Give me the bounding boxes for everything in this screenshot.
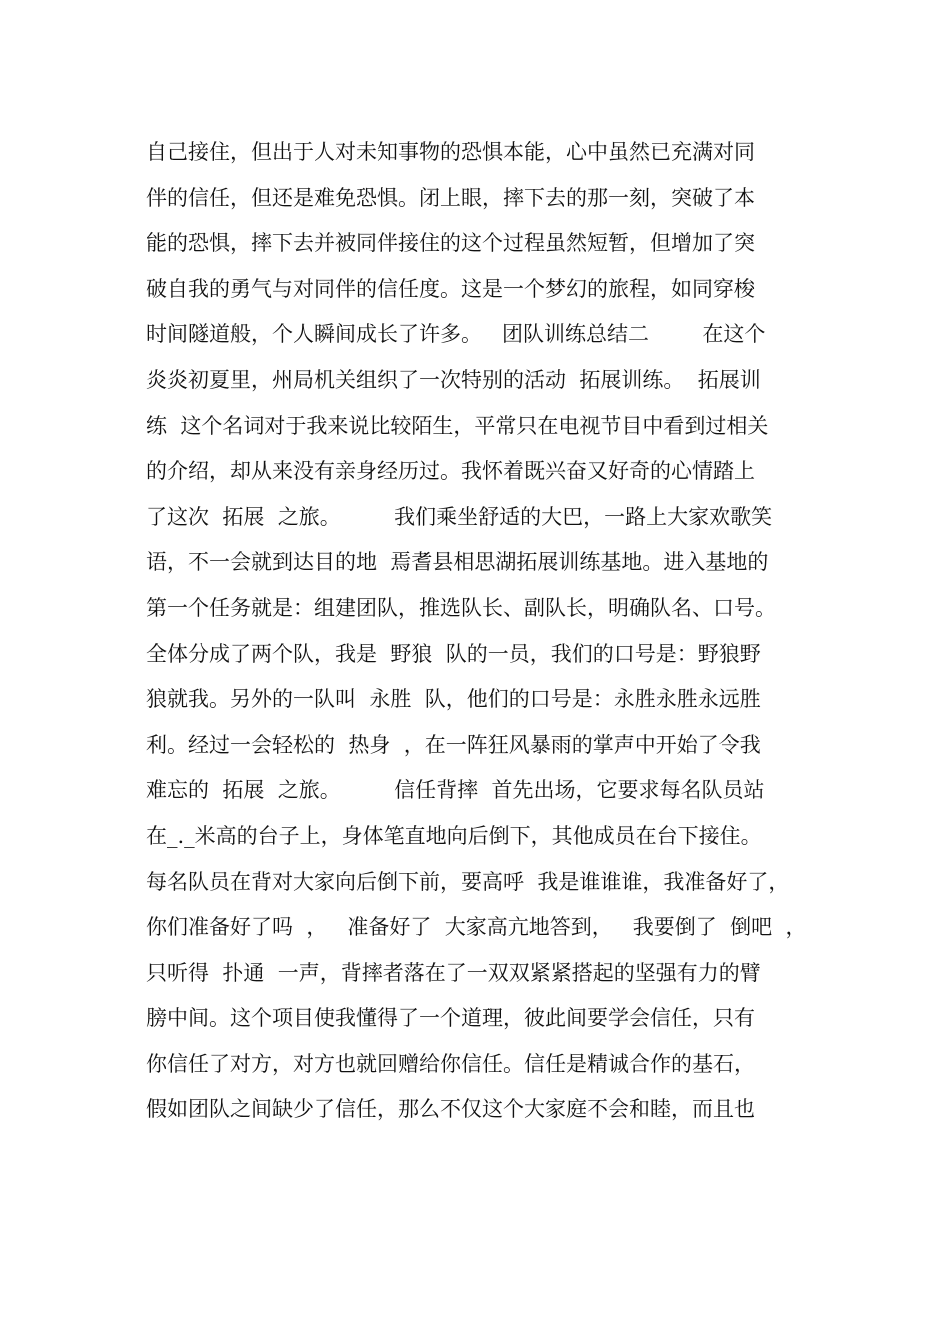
text-line: 第一个任务就是：组建团队，推选队长、副队长，明确队名、口号。 [146,595,776,620]
text-line: 狼就我。另外的一队叫 永胜 队，他们的口号是：永胜永胜永远胜 [146,687,761,712]
text-line: 在_._米高的台子上，身体笔直地向后倒下，其他成员在台下接住。 [146,823,762,848]
text-line: 自己接住，但出于人对未知事物的恐惧本能，心中虽然已充满对同 [146,140,755,164]
text-line: 了这次 拓展 之旅。 我们乘坐舒适的大巴，一路上大家欢歌笑 [146,504,773,529]
text-line: 练 这个名词对于我来说比较陌生，平常只在电视节目中看到过相关 [146,413,769,438]
text-line: 炎炎初夏里，州局机关组织了一次特别的活动 拓展训练。 拓展训 [146,367,761,392]
text-line: 的介绍，却从来没有亲身经历过。我怀着既兴奋又好奇的心情踏上 [146,459,755,484]
text-line: 你们准备好了吗 ， 准备好了 大家高亢地答到， 我要倒了 倒吧 ， [146,915,807,940]
text-line: 膀中间。这个项目使我懂得了一个道理，彼此间要学会信任，只有 [146,1006,755,1031]
body-text [146,130,836,1133]
text-line: 破自我的勇气与对同伴的信任度。这是一个梦幻的旅程，如同穿梭 [146,276,755,301]
text-line: 语，不一会就到达目的地 焉耆县相思湖拓展训练基地。进入基地的 [146,550,769,575]
text-line: 只听得 扑通 一声，背摔者落在了一双双紧紧搭起的坚强有力的臂 [146,960,761,985]
text-line: 时间隧道般，个人瞬间成长了许多。 团队训练总结二 在这个 [146,322,766,347]
text-line: 利。经过一会轻松的 热身 ，在一阵狂风暴雨的掌声中开始了令我 [146,732,761,757]
text-line: 难忘的 拓展 之旅。 信任背摔 首先出场，它要求每名队员站 [146,778,765,803]
text-line: 能的恐惧，摔下去并被同伴接住的这个过程虽然短暂，但增加了突 [146,231,755,256]
text-line: 全体分成了两个队，我是 野狼 队的一员，我们的口号是：野狼野 [146,641,761,666]
text-line: 每名队员在背对大家向后倒下前，要高呼 我是谁谁谁，我准备好了， [146,869,790,894]
text-line: 假如团队之间缺少了信任，那么不仅这个大家庭不会和睦，而且也 [146,1097,755,1122]
text-line: 伴的信任，但还是难免恐惧。闭上眼，摔下去的那一刻，突破了本 [146,185,755,210]
text-line: 你信任了对方，对方也就回赠给你信任。信任是精诚合作的基石， [146,1051,755,1076]
